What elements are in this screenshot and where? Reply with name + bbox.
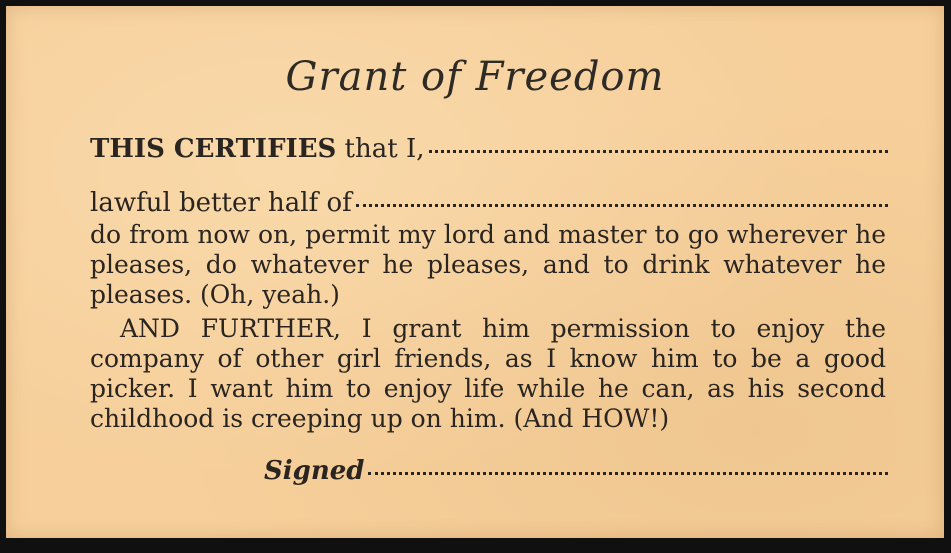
certificate-card <box>6 6 944 538</box>
certifies-label <box>90 134 425 164</box>
certifies-caps: THIS CERTIFIES <box>90 134 337 164</box>
certifies-rest: that I, <box>336 134 425 164</box>
better-half-line <box>90 188 888 218</box>
signature-line <box>264 456 888 486</box>
certificate-title: Grant of Freedom <box>285 54 665 100</box>
name-blank <box>429 149 888 153</box>
further-paragraph: AND FURTHER, I grant him permission to enjoy the company of other girl friends, as I know him to be a good picker. I want him to enjoy life while he can, as his second childhood is creeping up on him. (And HOW!) <box>90 314 886 433</box>
signed-label: Signed <box>264 456 365 486</box>
signature-blank <box>368 471 888 475</box>
husband-name-blank <box>356 203 888 207</box>
certifies-line <box>90 134 888 164</box>
permission-paragraph: do from now on, permit my lord and master to go wherever he pleases, do whatever he pleases, and to drink whatever he pleases. (Oh, yeah.) <box>90 220 886 309</box>
better-half-label: lawful better half of <box>90 188 352 218</box>
